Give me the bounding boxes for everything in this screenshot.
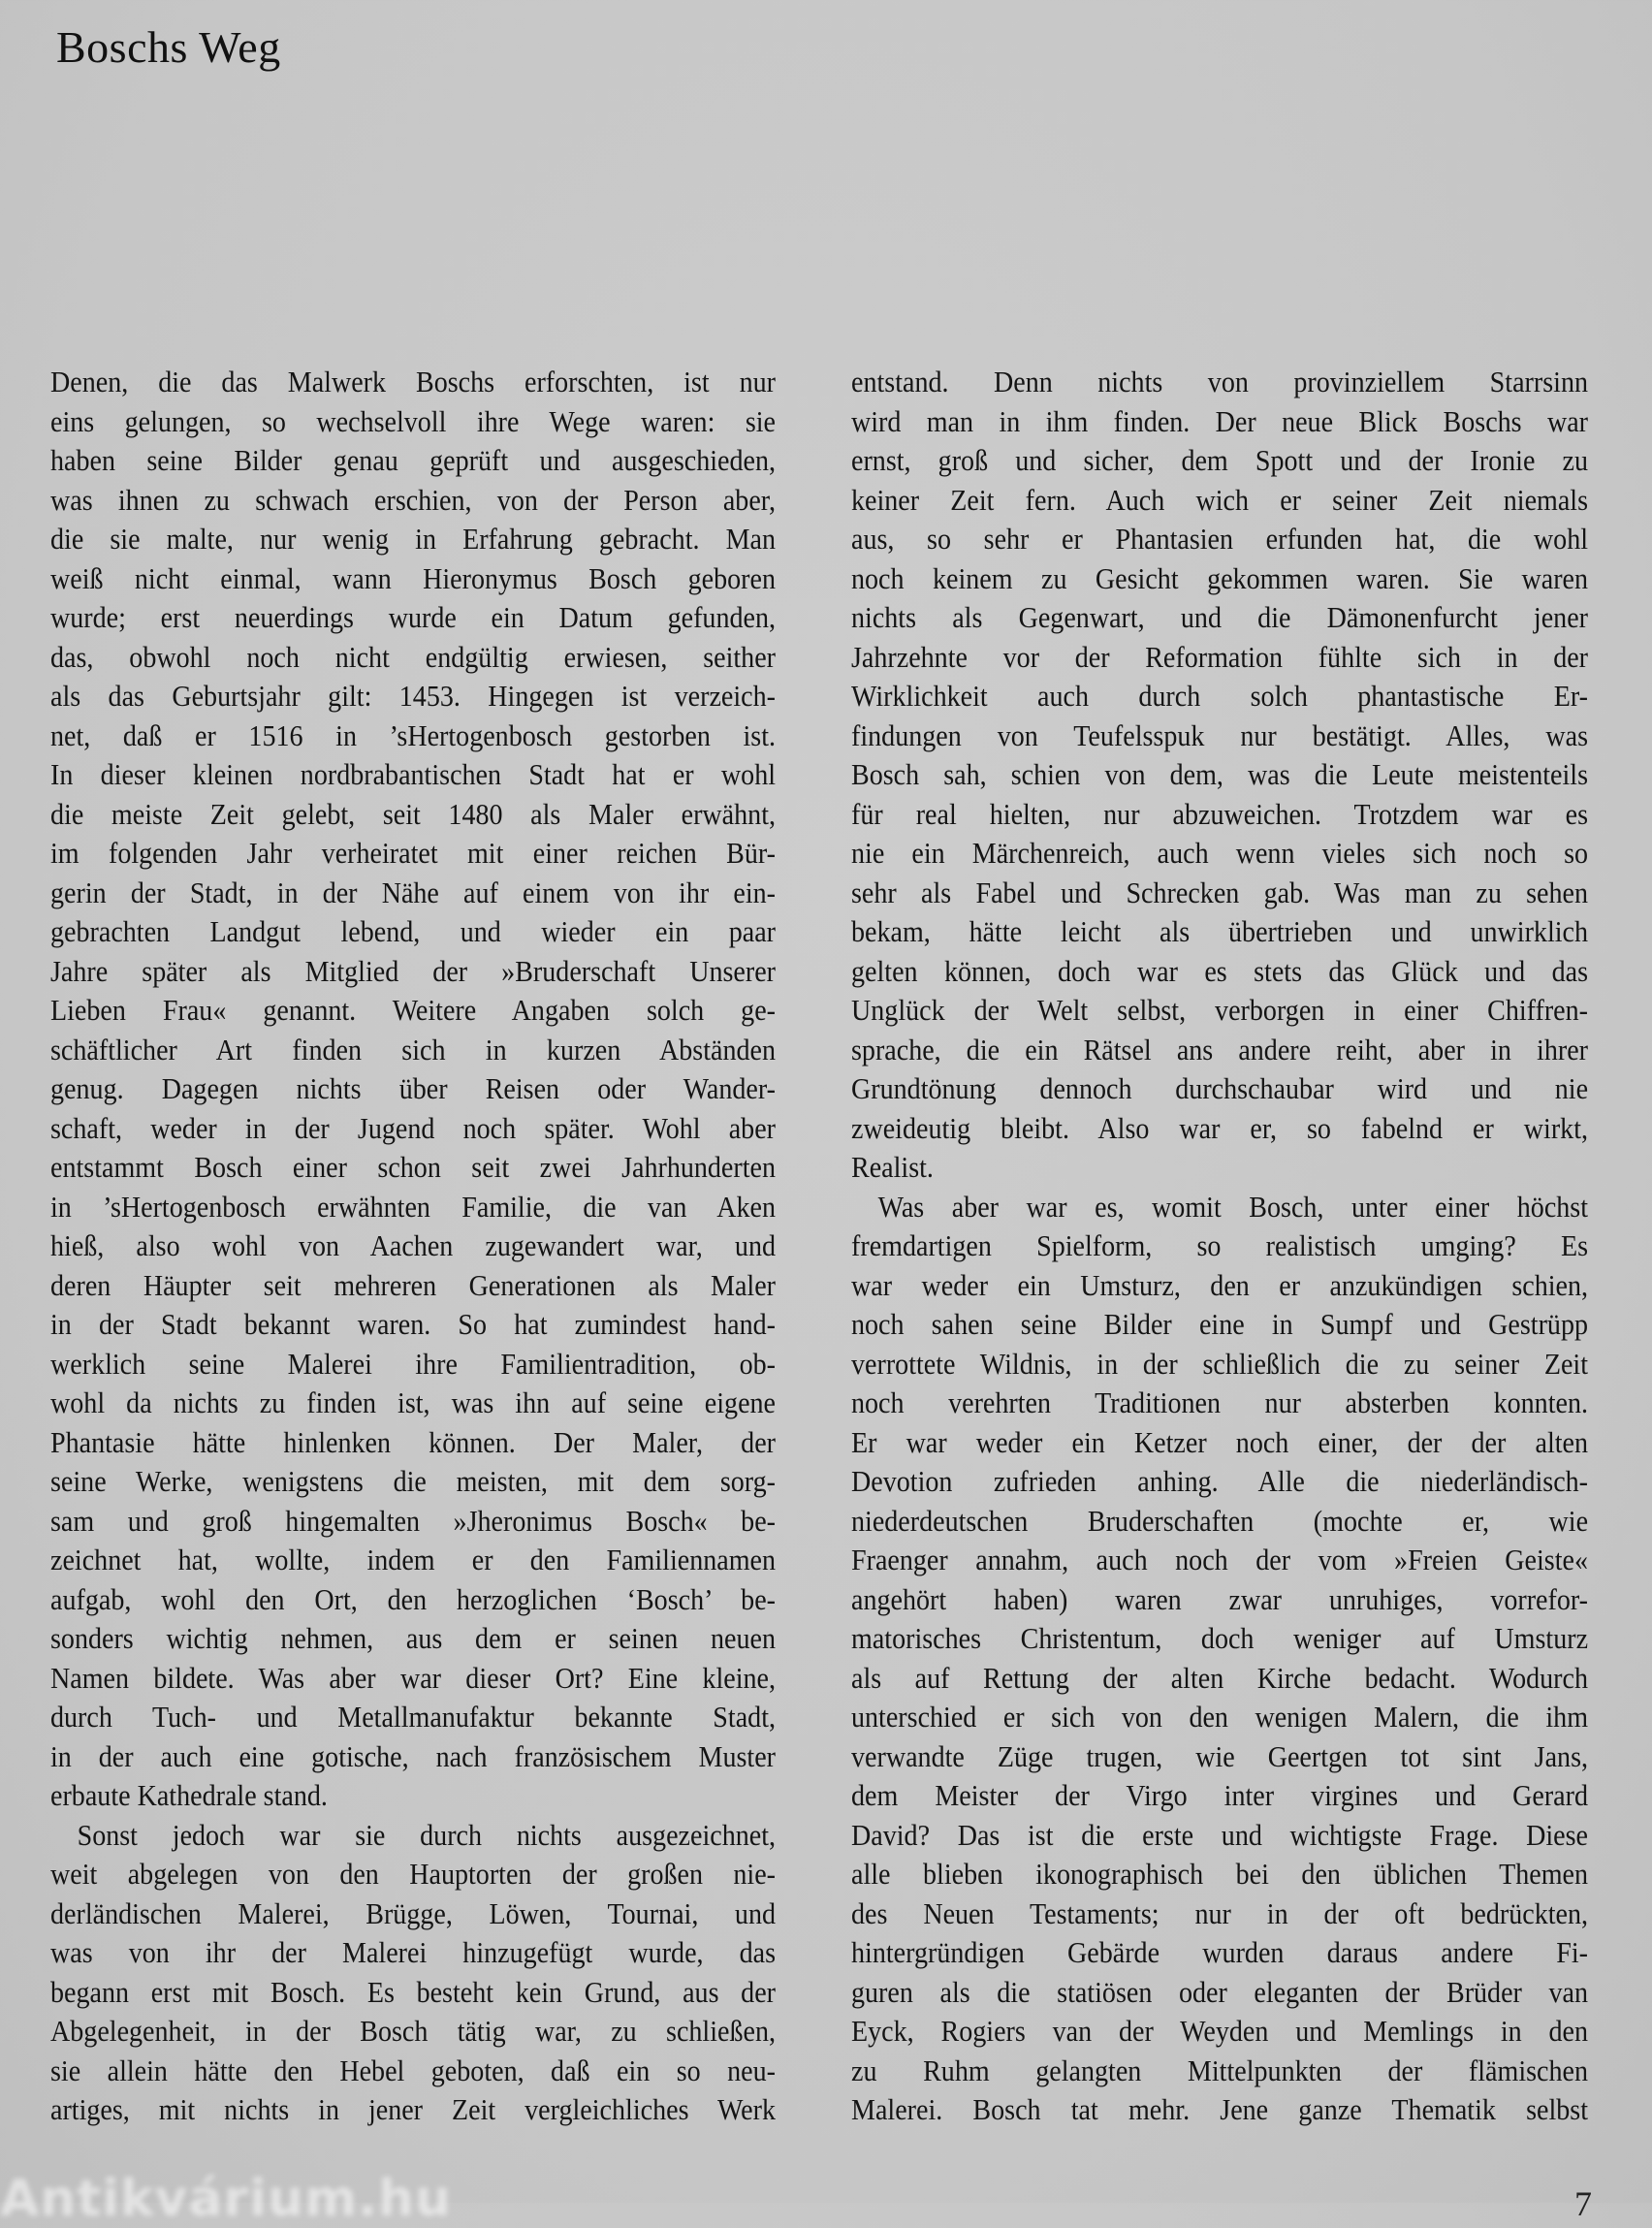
text-line: fremdartigen Spielform, so realistisch umging? Es bbox=[851, 1229, 1589, 1262]
text-line: Denen, die das Malwerk Boschs erforschten, ist nur bbox=[50, 366, 777, 398]
text-line: als das Geburtsjahr gilt: 1453. Hingegen ist verzeich- bbox=[50, 680, 777, 713]
text-line: weit abgelegen von den Hauptorten der großen nie- bbox=[50, 1858, 777, 1891]
page-number: 7 bbox=[1574, 2184, 1592, 2223]
text-line: Devotion zufrieden anhing. Alle die niederländisch- bbox=[851, 1465, 1589, 1498]
text-line: zeichnet hat, wollte, indem er den Familiennamen bbox=[50, 1544, 777, 1576]
text-line: gerin der Stadt, in der Nähe auf einem von ihr ein- bbox=[50, 875, 777, 909]
text-line: als auf Rettung der alten Kirche bedacht. Wodurch bbox=[851, 1661, 1589, 1695]
text-line: Bosch sah, schien von dem, was die Leute meistenteils bbox=[851, 758, 1589, 791]
text-line: weiß nicht einmal, wann Hieronymus Bosch geboren bbox=[50, 561, 777, 595]
text-line: was von ihr der Malerei hinzugefügt wurde, das bbox=[50, 1936, 777, 1969]
watermark: Antikvárium.hu bbox=[0, 2170, 452, 2228]
text-line: deren Häupter seit mehreren Generationen als Maler bbox=[50, 1268, 777, 1302]
text-line: Namen bildete. Was aber war dieser Ort? Eine kleine, bbox=[50, 1661, 777, 1695]
text-line: net, daß er 1516 in ’sHertogenbosch gestorben ist. bbox=[50, 718, 777, 752]
text-line: gelten können, doch war es stets das Glück und das bbox=[851, 954, 1589, 988]
text-line: zweideutig bleibt. Also war er, so fabelnd er wirkt, bbox=[851, 1111, 1589, 1145]
text-line: David? Das ist die erste und wichtigste Frage. Diese bbox=[851, 1818, 1589, 1852]
text-line: ernst, groß und sicher, dem Spott und der Ironie zu bbox=[851, 444, 1589, 477]
text-line: alle blieben ikonographisch bei den üblichen Themen bbox=[851, 1858, 1589, 1891]
text-column-left bbox=[50, 363, 776, 2130]
text-line: entstand. Denn nichts von provinziellem Starrsinn bbox=[851, 366, 1589, 398]
text-line: in ’sHertogenbosch erwähnten Familie, die van Aken bbox=[50, 1190, 777, 1224]
text-line: Lieben Frau« genannt. Weitere Angaben solch ge- bbox=[50, 994, 777, 1027]
text-line: zu Ruhm gelangten Mittelpunkten der flämischen bbox=[851, 2053, 1589, 2087]
text-line: dem Meister der Virgo inter virgines und Gerard bbox=[851, 1779, 1589, 1812]
text-line: Realist. bbox=[851, 1151, 934, 1184]
text-line: das, obwohl noch nicht endgültig erwiesen, seither bbox=[50, 640, 777, 674]
text-line: sprache, die ein Rätsel ans andere reiht, aber in ihrer bbox=[851, 1033, 1589, 1066]
text-line: des Neuen Testaments; nur in der oft bedrückten, bbox=[851, 1896, 1589, 1930]
text-line: wohl da nichts zu finden ist, was ihn auf seine eigene bbox=[50, 1386, 777, 1419]
text-line: Was aber war es, womit Bosch, unter einer höchst bbox=[877, 1190, 1589, 1224]
text-line: sie allein hätte den Hebel geboten, daß ein so neu- bbox=[50, 2053, 777, 2087]
text-line: hieß, also wohl von Aachen zugewandert war, und bbox=[50, 1229, 777, 1262]
text-line: nie ein Märchenreich, auch wenn vieles sich noch so bbox=[851, 837, 1589, 870]
text-line: verrottete Wildnis, in der schließlich die zu seiner Zeit bbox=[851, 1347, 1589, 1381]
text-line: für real hielten, nur abzuweichen. Trotzdem war es bbox=[851, 797, 1589, 831]
text-line: unterschied er sich von den wenigen Malern, die ihm bbox=[851, 1701, 1589, 1734]
text-line: Fraenger annahm, auch noch der vom »Freien Geiste« bbox=[851, 1544, 1589, 1576]
text-line: seine Werke, wenigstens die meisten, mit dem sorg- bbox=[50, 1465, 777, 1498]
text-line: schaft, weder in der Jugend noch später. Wohl aber bbox=[50, 1111, 777, 1145]
text-line: erbaute Kathedrale stand. bbox=[50, 1779, 328, 1812]
text-line: Phantasie hätte hinlenken können. Der Maler, der bbox=[50, 1425, 777, 1459]
text-line: noch keinem zu Gesicht gekommen waren. Sie waren bbox=[851, 561, 1589, 595]
text-line: noch sahen seine Bilder eine in Sumpf und Gestrüpp bbox=[851, 1308, 1589, 1341]
text-line: hintergründigen Gebärde wurden daraus andere Fi- bbox=[851, 1936, 1589, 1969]
text-line: In dieser kleinen nordbrabantischen Stadt hat er wohl bbox=[50, 758, 777, 791]
text-line: Abgelegenheit, in der Bosch tätig war, zu schließen, bbox=[50, 2015, 777, 2048]
text-line: schäftlicher Art finden sich in kurzen Abständen bbox=[50, 1033, 777, 1066]
text-line: Grundtönung dennoch durchschaubar wird und nie bbox=[851, 1072, 1589, 1105]
text-line: aus, so sehr er Phantasien erfunden hat, die wohl bbox=[851, 523, 1589, 556]
text-line: entstammt Bosch einer schon seit zwei Jahrhunderten bbox=[50, 1151, 777, 1184]
text-line: keiner Zeit fern. Auch wich er seiner Zeit niemals bbox=[851, 483, 1589, 517]
text-line: noch verehrten Traditionen nur absterben konnten. bbox=[851, 1386, 1589, 1419]
text-line: werklich seine Malerei ihre Familientradition, ob- bbox=[50, 1347, 777, 1381]
text-line: niederdeutschen Bruderschaften (mochte er, wie bbox=[851, 1504, 1589, 1538]
text-line: die meiste Zeit gelebt, seit 1480 als Maler erwähnt, bbox=[50, 797, 777, 831]
text-line: Sonst jedoch war sie durch nichts ausgezeichnet, bbox=[77, 1818, 777, 1852]
text-line: in der Stadt bekannt waren. So hat zumindest hand- bbox=[50, 1308, 777, 1341]
text-line: guren als die statiösen oder eleganten der Brüder van bbox=[851, 1975, 1589, 2009]
text-line: in der auch eine gotische, nach französischem Muster bbox=[50, 1739, 777, 1773]
text-line: artiges, mit nichts in jener Zeit vergleichliches Werk bbox=[50, 2093, 777, 2126]
text-line: begann erst mit Bosch. Es besteht kein Grund, aus der bbox=[50, 1975, 777, 2009]
text-line: Jahre später als Mitglied der »Bruderschaft Unserer bbox=[50, 954, 777, 988]
text-line: Eyck, Rogiers van der Weyden und Memlings in den bbox=[851, 2015, 1589, 2048]
text-column-right bbox=[851, 363, 1588, 2130]
page-title: Boschs Weg bbox=[56, 22, 281, 72]
text-line: verwandte Züge trugen, wie Geertgen tot sint Jans, bbox=[851, 1739, 1589, 1773]
text-line: Malerei. Bosch tat mehr. Jene ganze Thematik selbst bbox=[851, 2093, 1589, 2126]
text-line: sehr als Fabel und Schrecken gab. Was man zu sehen bbox=[851, 875, 1589, 909]
text-line: haben seine Bilder genau geprüft und ausgeschieden, bbox=[50, 444, 777, 477]
text-line: aufgab, wohl den Ort, den herzoglichen ‘Bosch’ be- bbox=[50, 1582, 777, 1616]
text-line: war weder ein Umsturz, den er anzukündigen schien, bbox=[851, 1268, 1589, 1302]
text-line: matorisches Christentum, doch weniger auf Umsturz bbox=[851, 1622, 1589, 1655]
text-line: nichts als Gegenwart, und die Dämonenfurcht jener bbox=[851, 601, 1589, 634]
text-line: Unglück der Welt selbst, verborgen in einer Chiffren- bbox=[851, 994, 1589, 1027]
text-line: gebrachten Landgut lebend, und wieder ein paar bbox=[50, 915, 777, 948]
text-line: im folgenden Jahr verheiratet mit einer reichen Bür- bbox=[50, 837, 777, 870]
text-line: sonders wichtig nehmen, aus dem er seinen neuen bbox=[50, 1622, 777, 1655]
text-line: Er war weder ein Ketzer noch einer, der der alten bbox=[851, 1425, 1589, 1459]
text-line: Jahrzehnte vor der Reformation fühlte sich in der bbox=[851, 640, 1589, 674]
text-line: findungen von Teufelsspuk nur bestätigt. Alles, was bbox=[851, 718, 1589, 752]
text-line: die sie malte, nur wenig in Erfahrung gebracht. Man bbox=[50, 523, 777, 556]
text-line: derländischen Malerei, Brügge, Löwen, Tournai, und bbox=[50, 1896, 777, 1930]
text-line: angehört haben) waren zwar unruhiges, vorrefor- bbox=[851, 1582, 1589, 1616]
text-line: bekam, hätte leicht als übertrieben und unwirklich bbox=[851, 915, 1589, 948]
text-line: wurde; erst neuerdings wurde ein Datum gefunden, bbox=[50, 601, 777, 634]
text-line: Wirklichkeit auch durch solch phantastische Er- bbox=[851, 680, 1589, 713]
text-line: eins gelungen, so wechselvoll ihre Wege waren: sie bbox=[50, 404, 777, 438]
text-line: was ihnen zu schwach erschien, von der Person aber, bbox=[50, 483, 777, 517]
text-line: sam und groß hingemalten »Jheronimus Bosch« be- bbox=[50, 1504, 777, 1538]
text-line: genug. Dagegen nichts über Reisen oder Wander- bbox=[50, 1072, 777, 1105]
text-line: wird man in ihm finden. Der neue Blick Boschs war bbox=[851, 404, 1589, 438]
text-line: durch Tuch- und Metallmanufaktur bekannte Stadt, bbox=[50, 1701, 777, 1734]
